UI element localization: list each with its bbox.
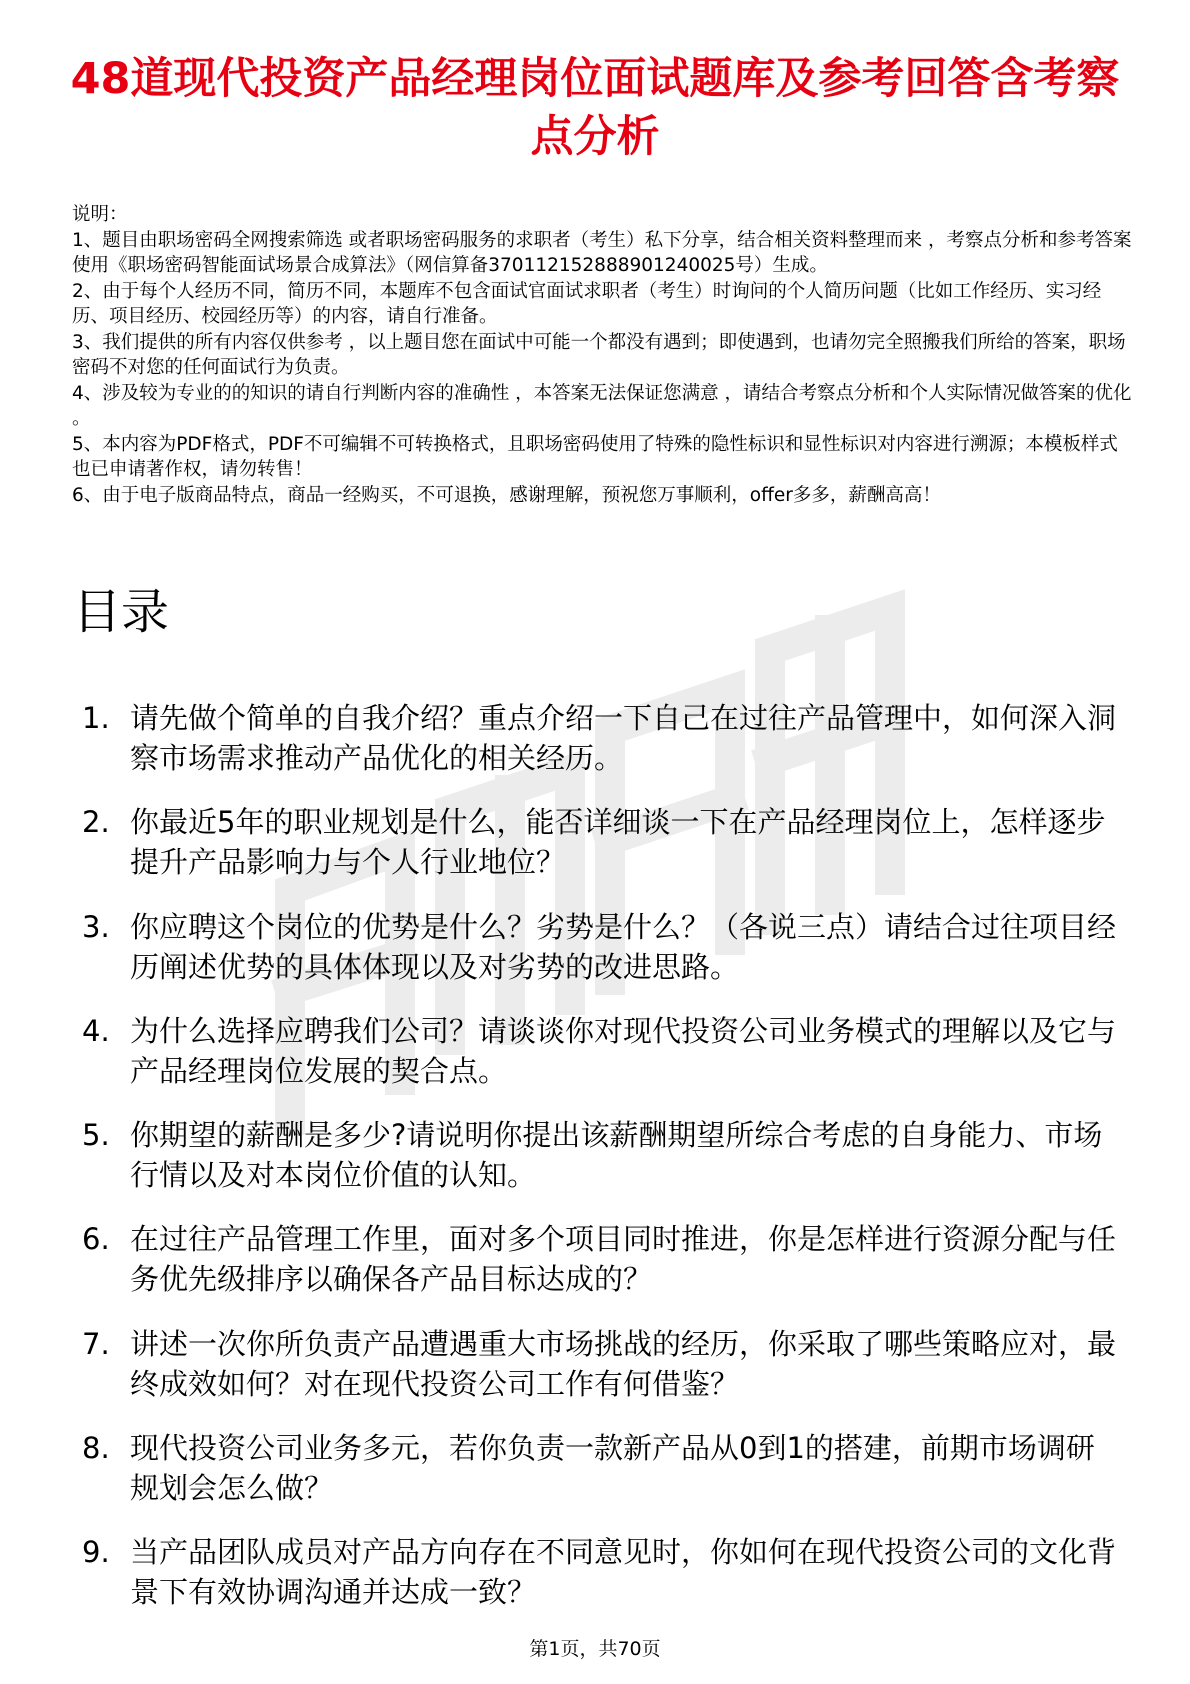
toc-item-number: 1. [82, 701, 110, 735]
intro-item: 4、涉及较为专业的的知识的请自行判断内容的准确性 ，本答案无法保证您满意 ，请结合考察点分析和个人实际情况做答案的优化 。 [72, 382, 1132, 429]
intro-item: 6、由于电子版商品特点，商品一经购买，不可退换，感谢理解，预祝您万事顺利，offer多多，薪酬高高！ [72, 484, 941, 506]
page-footer: 第1页，共70页 [529, 1638, 661, 1660]
toc-item-text: 在过往产品管理工作里，面对多个项目同时推进，你是怎样进行资源分配与任务优先级排序以确保各产品目标达成的？ [130, 1222, 1117, 1297]
toc-item[interactable] [0, 1532, 1190, 1636]
intro-item: 5、本内容为PDF格式，PDF不可编辑不可转换格式，且职场密码使用了特殊的隐性标识和显性标识对内容进行溯源；本模板样式也已申请著作权，请勿转售！ [72, 433, 1118, 480]
toc-item-text: 现代投资公司业务多元，若你负责一款新产品从0到1的搭建，前期市场调研规划会怎么做？ [130, 1431, 1095, 1506]
toc-item-number: 3. [82, 909, 110, 944]
intro-item: 1、题目由职场密码全网搜索筛选 或者职场密码服务的求职者（考生）私下分享，结合相关资料整理而来 ，考察点分析和参考答案使用《职场密码智能面试场景合成算法》（网信算备370112152888901240025号）生成。 [72, 229, 1132, 276]
toc-item[interactable] [0, 1115, 1190, 1219]
toc-item-text: 当产品团队成员对产品方向存在不同意见时，你如何在现代投资公司的文化背景下有效协调沟通并达成一致？ [130, 1535, 1117, 1610]
toc-heading: 目录 [73, 584, 170, 640]
toc-list [0, 698, 1190, 1637]
toc-item[interactable] [0, 1324, 1190, 1428]
toc-item[interactable] [0, 1219, 1190, 1323]
toc-item[interactable] [0, 698, 1190, 802]
toc-item-number: 4. [82, 1013, 110, 1048]
toc-item-number: 8. [82, 1431, 110, 1466]
toc-item-text: 讲述一次你所负责产品遭遇重大市场挑战的经历，你采取了哪些策略应对，最终成效如何？对在现代投资公司工作有何借鉴？ [130, 1326, 1117, 1401]
intro-heading: 说明： [72, 204, 128, 225]
intro-section [72, 202, 1132, 508]
toc-item[interactable] [0, 1428, 1190, 1532]
toc-item-number: 6. [82, 1222, 110, 1257]
toc-item-text: 请先做个简单的自我介绍？重点介绍一下自己在过往产品管理中，如何深入洞察市场需求推动产品优化的相关经历。 [130, 701, 1117, 775]
toc-item-text: 你最近5年的职业规划是什么，能否详细谈一下在产品经理岗位上，怎样逐步提升产品影响力与个人行业地位？ [130, 805, 1106, 880]
intro-item: 2、由于每个人经历不同，简历不同，本题库不包含面试官面试求职者（考生）时询问的个人简历问题（比如工作经历、实习经历、项目经历、校园经历等）的内容，请自行准备。 [72, 280, 1102, 327]
toc-item-number: 2. [82, 805, 110, 840]
toc-item-number: 9. [82, 1535, 110, 1570]
toc-item[interactable] [0, 907, 1190, 1011]
toc-item[interactable] [0, 802, 1190, 906]
toc-item-number: 7. [82, 1326, 110, 1361]
toc-item-text: 你期望的薪酬是多少?请说明你提出该薪酬期望所综合考虑的自身能力、市场行情以及对本岗位价值的认知。 [130, 1118, 1103, 1193]
toc-item-text: 为什么选择应聘我们公司？请谈谈你对现代投资公司业务模式的理解以及它与产品经理岗位发展的契合点。 [130, 1013, 1117, 1088]
toc-item-number: 5. [82, 1118, 110, 1153]
toc-item-text: 你应聘这个岗位的优势是什么？劣势是什么？（各说三点）请结合过往项目经历阐述优势的具体体现以及对劣势的改进思路。 [130, 909, 1117, 984]
intro-item: 3、我们提供的所有内容仅供参考 ，以上题目您在面试中可能一个都没有遇到；即使遇到，也请勿完全照搬我们所给的答案，职场密码不对您的任何面试行为负责。 [72, 331, 1126, 378]
document-title: 48道现代投资产品经理岗位面试题库及参考回答含考察点分析 [70, 54, 1120, 162]
toc-item[interactable] [0, 1011, 1190, 1115]
